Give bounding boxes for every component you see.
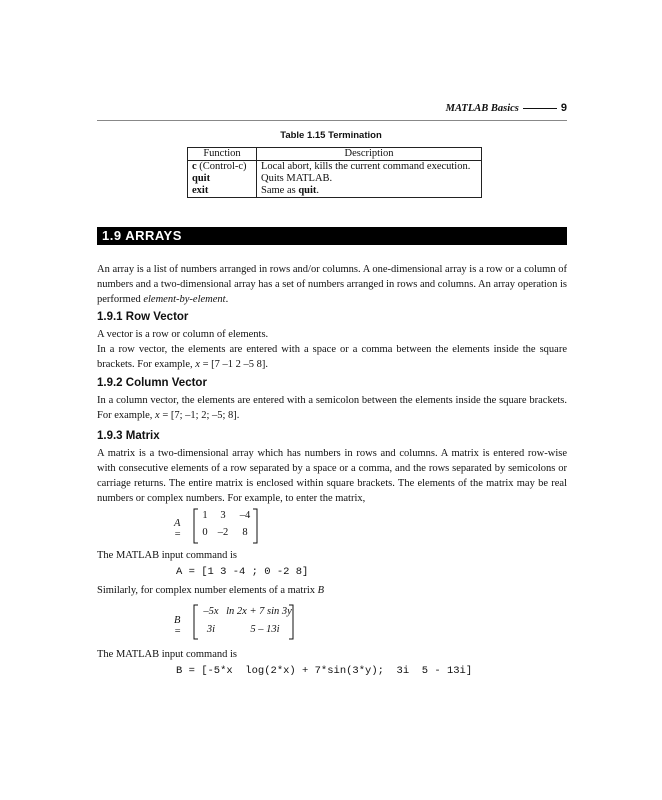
column-vector-paragraph (97, 393, 567, 423)
input-label-b: The MATLAB input command is (97, 649, 237, 660)
input-label-a: The MATLAB input command is (97, 550, 237, 561)
running-title: MATLAB Basics (445, 103, 519, 114)
header-dash (523, 108, 557, 109)
intro-text: An array is a list of numbers arranged in rows and/or columns. A one-dimensional array is a row or a column of numbers and a two-dimensional array has a set of numbers arranged in rows and columns. An array operation is performed (97, 264, 567, 305)
intro-emphasis: element-by-element (143, 294, 226, 305)
function-cell (188, 161, 257, 174)
column-vector-text: In a column vector, the elements are entered with a semicolon between the elements inside the square brackets. For example, (97, 395, 567, 421)
header-rule (97, 120, 567, 121)
description-cell: Quits MATLAB. (257, 173, 482, 185)
row-vector-paragraph (97, 327, 567, 372)
description-cell: Local abort, kills the current command execution. (257, 161, 482, 174)
termination-table (187, 147, 482, 198)
table-header-row (188, 148, 482, 161)
running-header (446, 102, 567, 114)
matrix-a-label: A = (174, 518, 182, 540)
table-row (188, 185, 482, 198)
matrix-a-cell: –2 (217, 527, 229, 538)
matrix-b-label: B = (174, 615, 182, 637)
table-caption: Table 1.15 Termination (280, 130, 382, 141)
complex-var: B (317, 585, 325, 596)
table-row (188, 173, 482, 185)
row-vector-var: x (195, 359, 200, 370)
heading-matrix: 1.9.3 Matrix (97, 430, 160, 442)
column-vector-expr: = [7; –1; 2; –5; 8]. (159, 410, 240, 421)
description-bold: quit (298, 185, 317, 196)
function-cell (188, 173, 257, 185)
matrix-b-cell: –5x (203, 606, 219, 617)
matrix-b-cell: 3i (206, 624, 216, 635)
code-a: A = [1 3 -4 ; 0 -2 8] (176, 566, 309, 578)
function-cell (188, 185, 257, 198)
function-suffix: (Control-c) (196, 161, 247, 172)
matrix-a-cell: 8 (242, 527, 248, 538)
column-header-description: Description (257, 148, 482, 161)
section-heading-bar (97, 227, 567, 245)
heading-column-vector: 1.9.2 Column Vector (97, 377, 207, 389)
matrix-paragraph: A matrix is a two-dimensional array which has numbers in rows and columns. A matrix is entered row-wise with consecutive elements of a row separated by a space or a comma, and the rows separated by semicolons or carriage returns. The entire matrix is enclosed within square brackets. The elements of the matrix may be real numbers or complex numbers. For example, to enter the matrix, (97, 448, 567, 504)
section-title: 1.9 ARRAYS (102, 228, 182, 243)
description-text: Same as (261, 185, 299, 196)
matrix-a-cell: 1 (202, 510, 208, 521)
table-row (188, 161, 482, 174)
complex-intro-text: Similarly, for complex number elements of a matrix (97, 585, 318, 596)
matrix-b-cell: ln 2x + 7 sin 3y (226, 606, 292, 617)
function-name: exit (192, 185, 209, 196)
matrix-b-cell: 5 – 13i (250, 624, 280, 635)
code-b: B = [-5*x log(2*x) + 7*sin(3*y); 3i 5 - 13i] (176, 665, 473, 677)
row-vector-line2 (97, 342, 567, 372)
description-cell (257, 185, 482, 198)
row-vector-text: In a row vector, the elements are entered with a space or a comma between the elements inside the square brackets. For example, (97, 344, 567, 370)
function-name: quit (192, 173, 211, 184)
matrix-a-cell: 0 (202, 527, 208, 538)
intro-paragraph (97, 262, 567, 307)
description-end: . (316, 185, 320, 196)
column-header-function: Function (188, 148, 257, 161)
intro-end: . (225, 294, 229, 305)
row-vector-expr: = [7 –1 2 –5 8]. (199, 359, 268, 370)
complex-intro (97, 583, 567, 598)
matrix-a-cell: 3 (220, 510, 226, 521)
matrix-a-cell: –4 (239, 510, 251, 521)
column-vector-var: x (155, 410, 160, 421)
heading-row-vector: 1.9.1 Row Vector (97, 311, 189, 323)
page-number: 9 (560, 102, 567, 114)
row-vector-line1: A vector is a row or column of elements. (97, 329, 269, 340)
function-name: c (192, 161, 197, 172)
